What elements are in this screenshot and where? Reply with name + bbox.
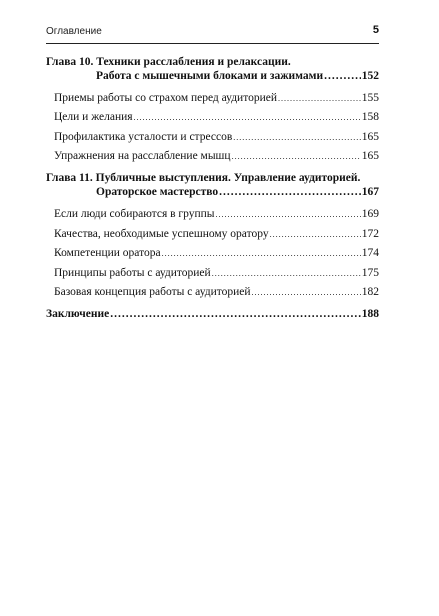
section-title: Приемы работы со страхом перед аудиторией: [54, 91, 277, 104]
toc-section-entry[interactable]: [46, 227, 379, 242]
chapter-11-entry[interactable]: [46, 171, 379, 199]
chapter-title-line1: Глава 10. Техники расслабления и релаксации.: [46, 56, 291, 68]
section-page-number: 158: [361, 111, 379, 124]
conclusion-title: Заключение: [46, 308, 110, 321]
section-page-number: 169: [361, 207, 379, 220]
page-number: 5: [372, 24, 379, 36]
table-of-contents: [46, 55, 379, 321]
chapter-page-number: 152: [361, 70, 379, 82]
section-page-number: 172: [361, 227, 379, 240]
section-page-number: 165: [361, 150, 379, 163]
leader-dots: [324, 69, 361, 83]
chapter-title-line2: Ораторское мастерство: [96, 186, 219, 199]
leader-dots: [233, 130, 361, 145]
section-title: Базовая концепция работы с аудиторией: [54, 286, 251, 299]
section-title: Если люди собираются в группы: [54, 207, 215, 220]
chapter-10-entry[interactable]: [46, 55, 379, 83]
toc-section-entry[interactable]: [46, 110, 379, 125]
conclusion-entry[interactable]: [46, 307, 379, 321]
section-title: Профилактика усталости и стрессов: [54, 130, 233, 143]
leader-dots: [219, 185, 361, 199]
chapter-title-line1: Глава 11. Публичные выступления. Управление аудиторией.: [46, 172, 361, 185]
leader-dots: [110, 307, 361, 321]
leader-dots: [270, 227, 361, 242]
section-title: Упражнения на расслабление мышц: [54, 150, 231, 163]
toc-section-entry[interactable]: [46, 266, 379, 281]
leader-dots: [162, 246, 361, 261]
toc-section-entry[interactable]: [46, 130, 379, 145]
section-page-number: 182: [361, 286, 379, 299]
toc-section-entry[interactable]: [46, 207, 379, 222]
header-rule: [46, 43, 379, 44]
leader-dots: [134, 110, 361, 125]
chapter-title-line2: Работа с мышечными блоками и зажимами: [96, 70, 324, 82]
running-title: Оглавление: [46, 26, 102, 37]
section-title: Качества, необходимые успешному оратору: [54, 227, 269, 240]
leader-dots: [216, 207, 361, 222]
leader-dots: [252, 285, 361, 300]
section-page-number: 155: [361, 91, 379, 104]
section-title: Принципы работы с аудиторией: [54, 266, 211, 279]
leader-dots: [212, 266, 361, 281]
conclusion-page-number: 188: [361, 308, 379, 321]
toc-section-entry[interactable]: [46, 285, 379, 300]
section-title: Компетенции оратора: [54, 247, 161, 260]
running-header: [46, 26, 379, 42]
section-page-number: 175: [361, 266, 379, 279]
toc-section-entry[interactable]: [46, 91, 379, 106]
section-page-number: 174: [361, 247, 379, 260]
section-title: Цели и желания: [54, 111, 133, 124]
leader-dots: [278, 91, 361, 106]
leader-dots: [232, 149, 361, 164]
toc-section-entry[interactable]: [46, 149, 379, 164]
toc-section-entry[interactable]: [46, 246, 379, 261]
chapter-page-number: 167: [361, 186, 379, 199]
section-page-number: 165: [361, 130, 379, 143]
